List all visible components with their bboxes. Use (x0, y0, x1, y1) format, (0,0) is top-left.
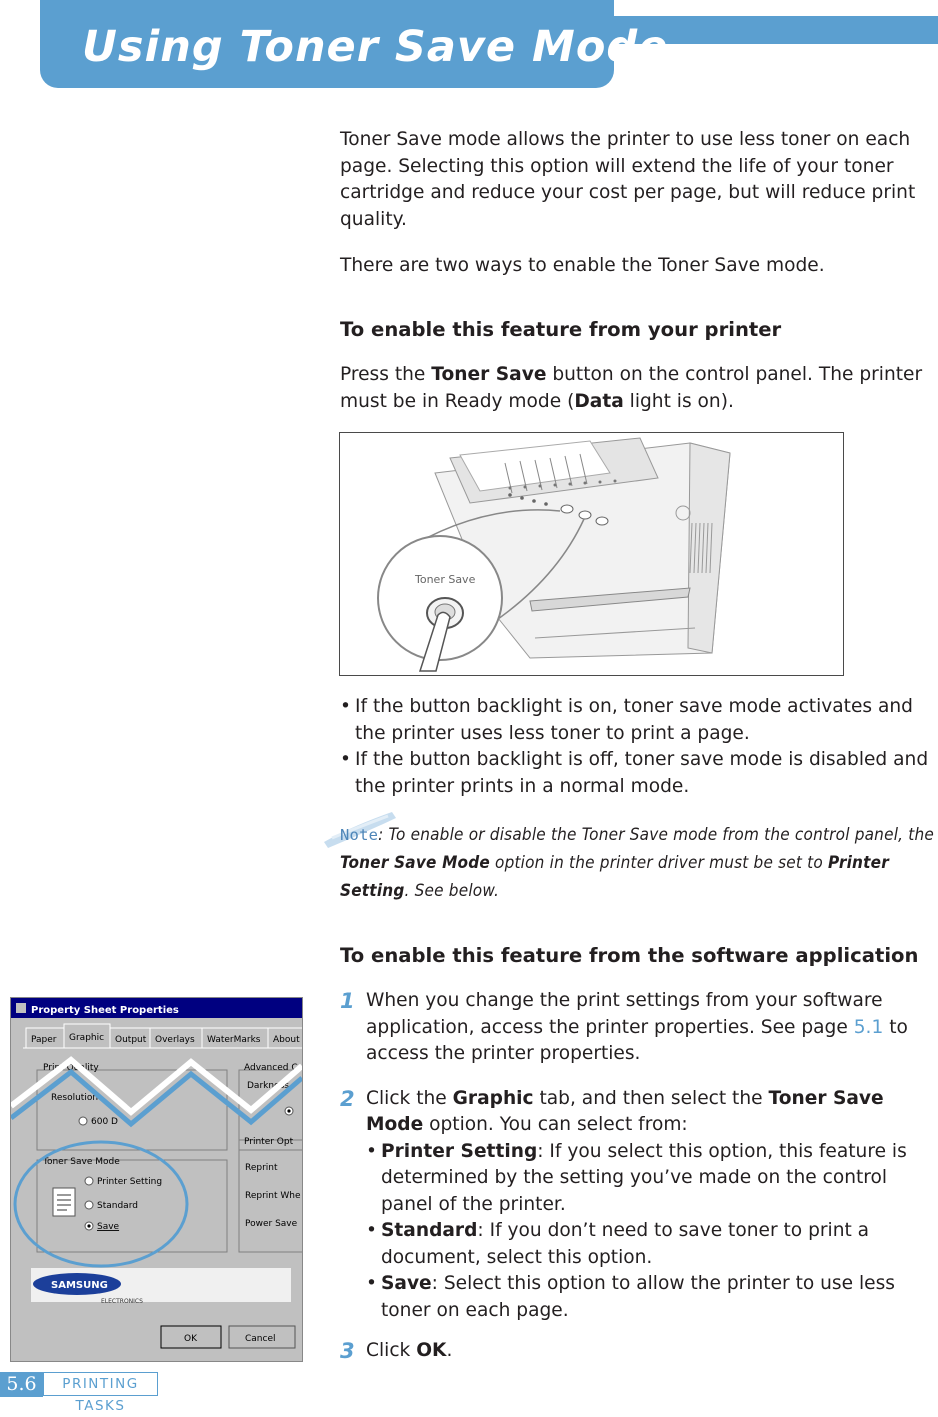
press-text-2: button on the control panel. The printer must be in Ready mode ( (340, 364, 923, 412)
printer-section-heading: To enable this feature from your printer (340, 318, 782, 341)
tab-graphic[interactable]: Graphic (69, 1033, 105, 1043)
data-bold: Data (574, 390, 624, 412)
title-banner (40, 0, 669, 88)
samsung-logo-sub: ELECTRONICS (101, 1298, 143, 1305)
power-save-label: Power Save (245, 1219, 298, 1229)
option-name: Save (381, 1273, 432, 1294)
step-3 (340, 1338, 936, 1365)
press-paragraph (340, 362, 936, 415)
step1-text-1: When you change the print settings from your software application, access the printer properties. See page (366, 990, 883, 1038)
tab-about[interactable]: About (273, 1035, 300, 1045)
step2-text-2: tab, and then select the (533, 1087, 769, 1109)
note-block (340, 821, 936, 905)
samsung-logo-text: SAMSUNG (51, 1280, 108, 1291)
darkness-label: Darkness (247, 1081, 289, 1091)
tab-overlays[interactable]: Overlays (155, 1035, 195, 1045)
intro-text: Toner Save mode allows the printer to use less toner on each page. Selecting this option will extend the life of your toner cartridge and reduce your cost per page, but will reduce print quality. (340, 129, 916, 230)
section-label: PRINTING TASKS (43, 1372, 158, 1396)
tab-output[interactable]: Output (115, 1035, 147, 1045)
radio-printer-setting[interactable]: Printer Setting (97, 1177, 163, 1187)
step-2 (340, 1086, 936, 1325)
radio-standard[interactable]: Standard (97, 1201, 138, 1211)
note-label: Note (340, 826, 379, 844)
option-desc: : Select this option to allow the printer to use less toner on each page. (381, 1273, 895, 1321)
step3-text: Click (366, 1340, 417, 1361)
tab-watermarks[interactable]: WaterMarks (207, 1035, 261, 1045)
page-link[interactable]: 5.1 (853, 1016, 884, 1038)
reprint-label: Reprint (245, 1163, 278, 1173)
intro-paragraph (340, 127, 936, 233)
tab-paper[interactable]: Paper (31, 1035, 57, 1045)
page-number: 5.6 (0, 1372, 43, 1397)
printer-options-label: Printer Opt (244, 1137, 294, 1147)
note-text-3: . See below. (404, 881, 500, 901)
option-item: • Save: Select this option to allow the printer to use less toner on each page. (366, 1273, 895, 1321)
resolution-value: 600 D (91, 1117, 118, 1127)
two-ways-text: There are two ways to enable the Toner Save mode. (340, 255, 825, 276)
step3-end: . (446, 1340, 453, 1361)
toner-save-mode-bold: Toner Save Mode (366, 1087, 884, 1135)
list-item: • If the button backlight is off, toner save mode is disabled and the printer prints in a normal mode. (340, 747, 936, 800)
note-text-2: option in the printer driver must be set to (489, 853, 828, 873)
resolution-label: Resolution (51, 1093, 99, 1103)
step2-text-1: Click the (366, 1087, 453, 1109)
step-1 (340, 988, 936, 1068)
radio-save[interactable]: Save (97, 1222, 120, 1232)
two-ways-paragraph (340, 253, 936, 280)
graphic-bold: Graphic (452, 1087, 534, 1109)
page-title: Using Toner Save Mode (82, 22, 669, 72)
page-footer (0, 1372, 160, 1414)
backlight-bullets (340, 694, 936, 800)
step-number: 3 (340, 1339, 355, 1363)
note-bold-1: Toner Save Mode (340, 853, 490, 873)
step2-text-3: option. You can select from: (423, 1114, 688, 1135)
option-item: • Printer Setting: If you select this option, this feature is determined by the setting you’ve made on the control panel of the printer. (366, 1140, 907, 1215)
option-name: Printer Setting (381, 1140, 538, 1162)
steps-list (340, 988, 936, 1365)
advanced-label: Advanced C (244, 1063, 298, 1073)
option-desc: : If you select this option, this feature is determined by the setting you’ve made on the control panel of the printer. (381, 1140, 907, 1215)
press-text-1: Press the (340, 364, 432, 385)
list-item: • If the button backlight is on, toner save mode activates and the printer uses less toner to print a page. (340, 694, 936, 747)
printer-illustration (339, 432, 844, 676)
bullet-text: If the button backlight is off, toner save mode is disabled and the printer prints in a normal mode. (355, 749, 929, 797)
print-quality-label: Print Quality (43, 1063, 99, 1073)
reprint-when-label: Reprint Whe (245, 1191, 301, 1201)
software-section-heading: To enable this feature from the software application (340, 944, 919, 967)
note-text-1: : To enable or disable the Toner Save mode from the control panel, the (378, 825, 934, 845)
bullet-text: If the button backlight is on, toner save mode activates and the printer uses less toner to print a page. (355, 696, 913, 744)
ok-button[interactable]: OK (184, 1334, 197, 1344)
property-sheet-screenshot (10, 997, 303, 1362)
step-number: 2 (340, 1086, 355, 1111)
step-number: 1 (340, 989, 355, 1013)
toner-save-bold: Toner Save (431, 364, 547, 385)
dialog-title: Property Sheet Properties (31, 1005, 179, 1016)
option-desc: : If you don’t need to save toner to print a document, select this option. (381, 1220, 870, 1268)
step1-text-2: to access the printer properties. (366, 1016, 908, 1064)
note-bold-2: Printer Setting (340, 853, 889, 901)
toner-save-mode-group-label: Toner Save Mode (43, 1157, 120, 1167)
press-text-3: light is on). (623, 390, 734, 412)
toner-save-figure-label: Toner Save (415, 573, 476, 586)
option-item: • Standard: If you don’t need to save toner to print a document, select this option. (366, 1220, 870, 1268)
cancel-button[interactable]: Cancel (245, 1334, 276, 1344)
option-name: Standard (381, 1220, 478, 1241)
ok-bold: OK (416, 1340, 447, 1361)
